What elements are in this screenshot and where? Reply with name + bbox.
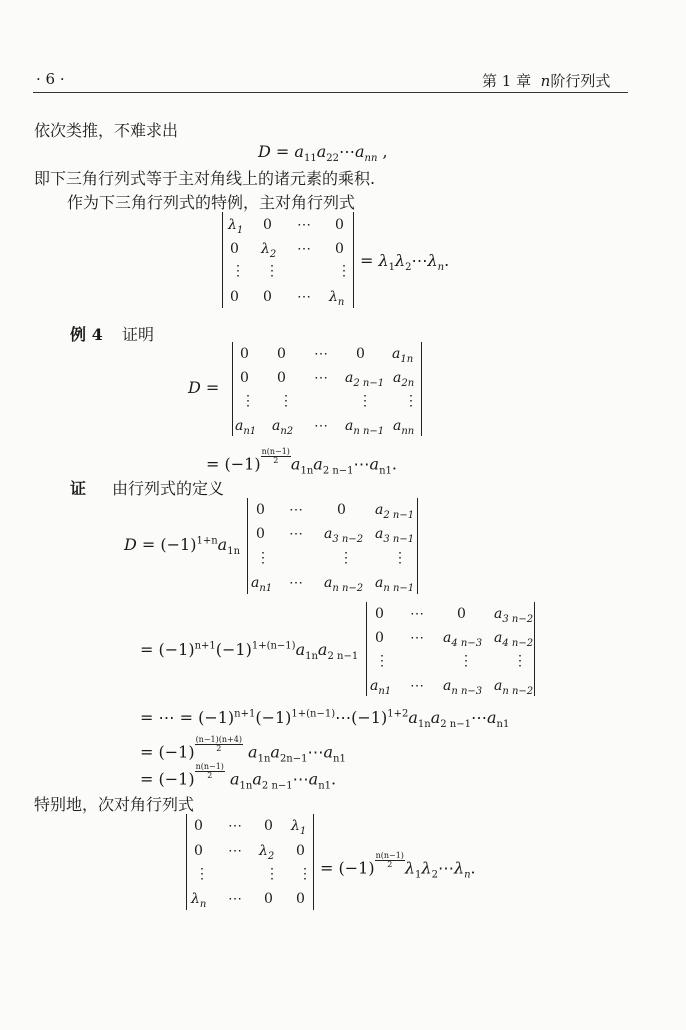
example-label: 例 4 [70,325,103,344]
chapter-header [482,70,610,91]
header-rule [33,92,628,93]
proof-label: 证 [70,479,87,498]
page-number: · 6 · [36,70,65,88]
chapter-var: n [540,72,551,90]
proof-step-4: = (−1) $\frac{(n-1)(n+4)}{2}$ $a_{1n}a_{2n-1}\cdots a_{n1}$ [140,735,346,765]
chapter-number: 第 1 章 [482,72,532,90]
text-line-2: 即下三角行列式等于主对角线上的诸元素的乘积. [34,169,376,188]
example-result: = (−1) $\frac{n(n-1)}{2}$ $a_{1n}a_{2 n-1}\cdots a_{n1}$. [206,447,397,477]
example-text: 证明 [122,325,155,344]
proof-step-3: = ⋯ = $(-1)^{n+1}(-1)^{1+(n-1)}\cdots(-1)^{1+2}a_{1n}a_{2 n-1}\cdots a_{n1}$ [140,708,510,731]
proof-step-5: = (−1) $\frac{n(n-1)}{2}$ $a_{1n}a_{2 n-1}\cdots a_{n1}$. [140,762,337,792]
special-text: 特别地，次对角行列式 [34,795,195,814]
text-line-3: 作为下三角行列式的特例，主对角行列式 [67,193,356,212]
proof-text: 由行列式的定义 [112,479,225,498]
chapter-title: 阶行列式 [550,72,611,90]
text-line-1: 依次类推，不难求出 [34,121,179,140]
formula-product: $D = a_{11}a_{22}\cdots a_{nn}$ , [258,142,388,165]
